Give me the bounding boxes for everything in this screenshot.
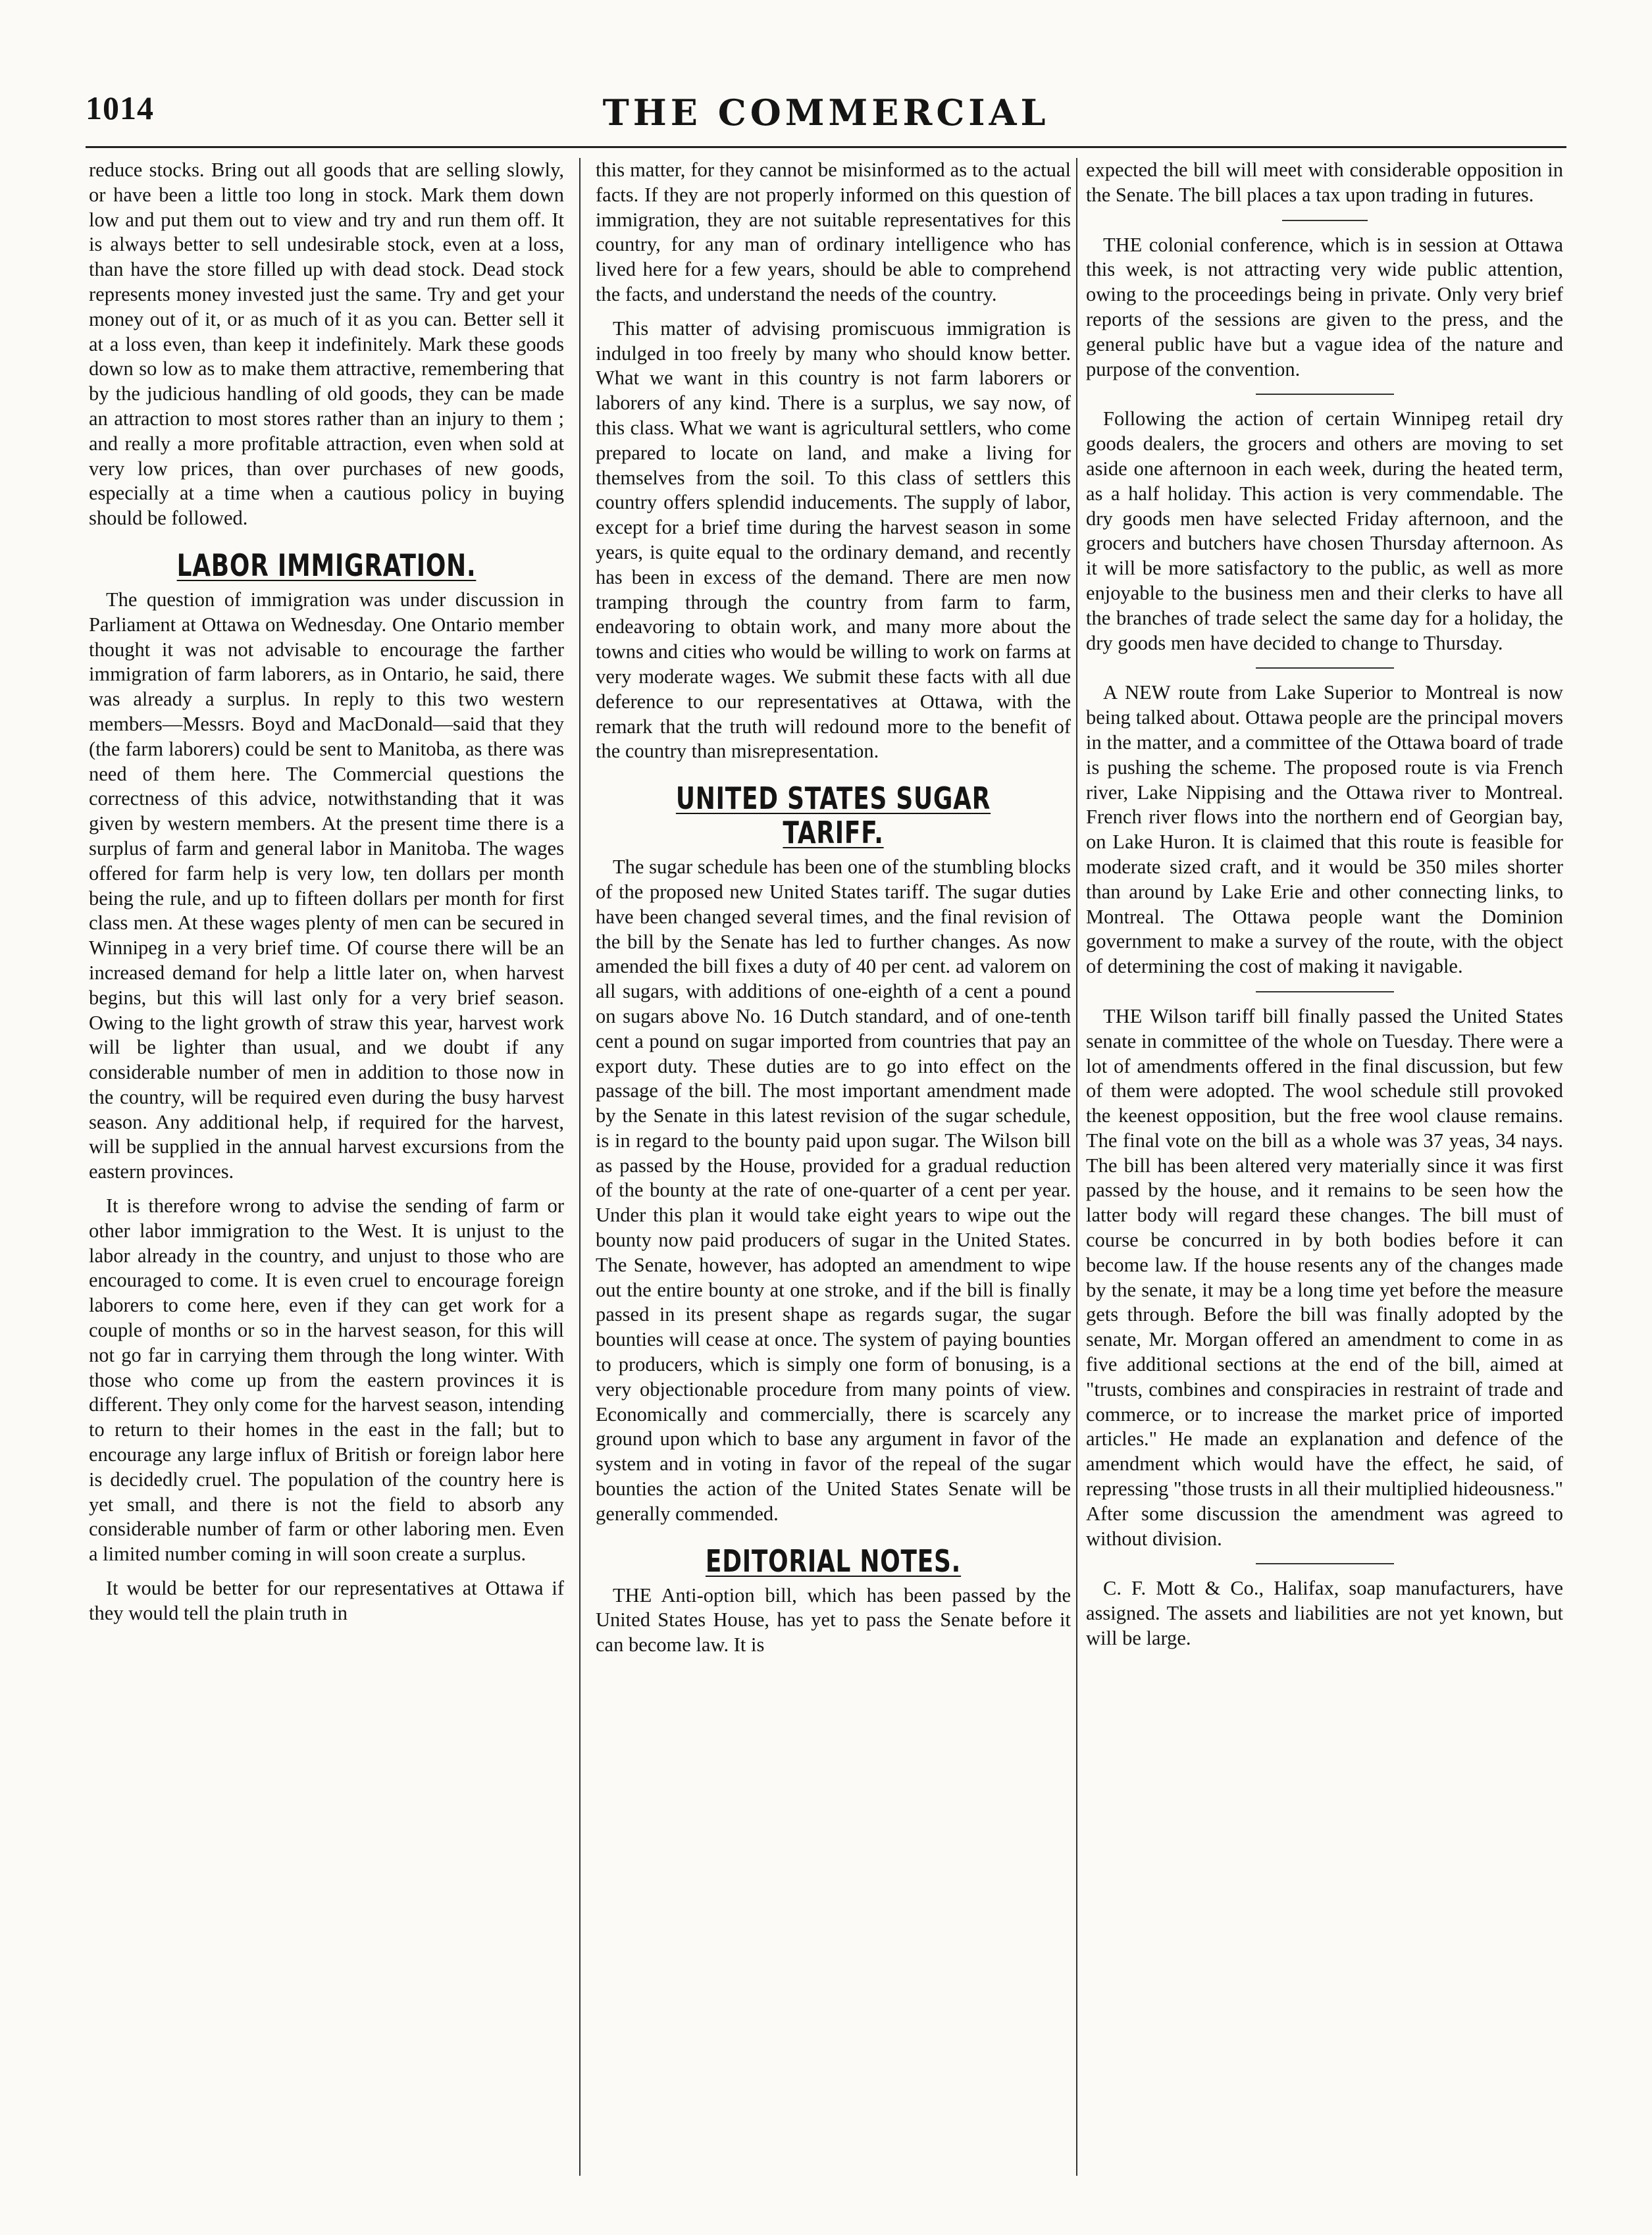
headline-editorial-notes: EDITORIAL NOTES. — [705, 1543, 962, 1579]
note-separator — [1282, 220, 1368, 221]
editorial-note-1: THE Anti-option bill, which has been passed by the United States House, has yet to pass the Senate before it can become law. It is — [596, 1583, 1071, 1657]
note-separator — [1256, 394, 1394, 395]
labor-paragraph-4: This matter of advising promiscuous immigration is indulged in too freely by many who should know better. What we want in this country is not farm laborers or laborers of any kind. There is a surplus, we say now, of this class. What we want is agricultural settlers, who come prepared to locate on land, and make a living for themselves from the soil. To this class of settlers this country offers splendid inducements. The supply of labor, except for a brief time during the harvest season in some years, is quite equal to the ordinary demand, and recently has been in excess of the demand. There are men now tramping through the country from farm to farm, endeavoring to obtain work, and many more about the towns and cities who would be willing to work on farms at very moderate wages. We submit these facts with all due deference to our representatives at Ottawa, with the remark that the truth will redound more to the benefit of the country than misrepresentation. — [596, 317, 1071, 763]
column-3 — [1086, 158, 1563, 2176]
headline-sugar-tariff: UNITED STATES SUGAR TARIFF. — [675, 781, 991, 851]
labor-paragraph-continued: this matter, for they cannot be misinformed as to the actual facts. If they are not properly informed on this question of immigration, they are not suitable representatives for this country, for any man of ordinary intelligence who has lived here for a few years, should be able to comprehend the facts, and understand the needs of the country. — [596, 159, 1071, 305]
column-divider-1 — [579, 158, 581, 2176]
editorial-note-6: C. F. Mott & Co., Halifax, soap manufacturers, have assigned. The assets and liabilities are not yet known, but will be large. — [1086, 1577, 1563, 1650]
headline-labor-immigration: LABOR IMMIGRATION. — [176, 547, 477, 583]
page-header — [86, 89, 1566, 135]
article-text-continued: reduce stocks. Bring out all goods that are selling slowly, or have been a little too long in stock. Mark them down low and put them out to view and try and run them off. It is always better to sell undesirable stock, even at a loss, than have the store filled up with dead stock. Dead stock represents money invested just the same. Try and get your money out of it, or as much of it as you can. Better sell it at a loss even, than keep it indefinitely. Mark these goods down so low as to make them attractive, remembering that by the judicious handling of old goods, they can be made an attraction to most stores rather than an injury to them ; and really a more profitable attraction, even when sold at very low prices, than over purchases of new goods, especially at a time when a cautious policy in buying should be followed. — [89, 159, 564, 530]
editorial-note-2: THE colonial conference, which is in session at Ottawa this week, is not attracting very wide public attention, owing to the proceedings being in private. Only very brief reports of the sessions are given to the press, and the general public have but a vague idea of the nature and purpose of the convention. — [1086, 233, 1563, 380]
editorial-note-5: THE Wilson tariff bill finally passed the United States senate in committee of the whole on Tuesday. There were a lot of amendments offered in the final discussion, but few of them were adopted. The wool schedule still provoked the keenest opposition, but the free wool clause remains. The final vote on the bill as a whole was 37 yeas, 34 nays. The bill has been altered very materially since it was first passed by the house, and it remains to be seen how the latter body will regard these changes. The bill must of course be concurred in by both bodies before it can become law. If the house resents any of the changes made by the senate, it may be a long time yet before the measure gets through. Before the bill was finally adopted by the senate, Mr. Morgan offered an amendment to come in as five additional sections at the end of the bill, aimed at "trusts, combines and conspiracies in restraint of trade and commerce, or to increase the market price of imported articles." He made an explanation and defence of the amendment which would have the effect, he said, of repressing "those trusts in all their multiplied hideousness." After some discussion the amendment was agreed to without division. — [1086, 1004, 1563, 1550]
labor-paragraph-1: The question of immigration was under discussion in Parliament at Ottawa on Wednesday. One Ontario member thought it was not advisable to encourage the farther immigration of farm laborers, as in Ontario, he said, there was already a surplus. In reply to this two western members—Messrs. Boyd and MacDonald—said that they (the farm laborers) could be sent to Manitoba, as there was need of them here. The Commercial questions the correctness of this advice, notwithstanding that it was given by western members. At the present time there is a surplus of farm and general labor in Manitoba. The wages offered for farm help is very low, ten dollars per month being the rule, and up to fifteen dollars per month for first class men. At these wages plenty of men can be secured in Winnipeg in a very brief time. Of course there will be an increased demand for help a little later on, when harvest begins, but this will last only for a very brief season. Owing to the light growth of straw this year, harvest work will be lighter than usual, and we doubt if any considerable number of men in addition to those now in the country, will be required even during the busy harvest season. Any additional help, if required for the harvest, will be supplied in the annual harvest excursions from the eastern provinces. — [89, 588, 564, 1183]
labor-paragraph-2: It is therefore wrong to advise the sending of farm or other labor immigration to the West. It is unjust to the labor already in the country, and unjust to those who are encouraged to come. It is even cruel to encourage foreign laborers to come here, even if they can get work for a couple of months or so in the harvest season, for this will not go far in carrying them through the long winter. With those who come up from the eastern provinces it is different. They only come for the harvest season, intending to return to their homes in the east in the fall; but to encourage any large influx of British or foreign labor here is decidedly cruel. The population of the country here is yet small, and there is not the field to absorb any considerable number of farm or other laboring men. Even a limited number coming in will soon create a surplus. — [89, 1195, 564, 1566]
note-separator — [1256, 667, 1394, 669]
editorial-note-3: Following the action of certain Winnipeg retail dry goods dealers, the grocers and others are moving to set aside one afternoon in each week, during the heated term, as a half holiday. This action is very commendable. The dry goods men have selected Friday afternoon, and the grocers and butchers have chosen Thursday afternoon. As it will be more satisfactory to the public, as well as more enjoyable to the business men and their clerks to have all the branches of trade select the same day for a holiday, the dry goods men have decided to change to Thursday. — [1086, 407, 1563, 654]
note-separator — [1256, 1563, 1394, 1564]
page-number: 1014 — [86, 90, 154, 126]
sugar-paragraph: The sugar schedule has been one of the stumbling blocks of the proposed new United States tariff. The sugar duties have been changed several times, and the final revision of the bill by the Senate has led to further changes. As now amended the bill fixes a duty of 40 per cent. ad valorem on all sugars, with additions of one-eighth of a cent a pound on sugars above No. 16 Dutch standard, and of one-tenth cent a pound on sugar imported from countries that pay an export duty. These duties are to go into effect on the passage of the bill. The most important amendment made by the Senate in this latest revision of the sugar schedule, is in regard to the bounty paid upon sugar. The Wilson bill as passed by the House, provided for a gradual reduction of the bounty at the rate of one-quarter of a cent per year. Under this plan it would take eight years to wipe out the bounty now paid producers of sugar in the United States. The Senate, however, has adopted an amendment to wipe out the entire bounty at one stroke, and if the bill is finally passed in its present shape as regards sugar, the sugar bounties will cease at once. The system of paying bounties to producers, which is simply one form of bonusing, is a very objectionable procedure from many points of view. Economically and commercially, there is scarcely any ground upon which to base any argument in favor of the system and in voting in favor of the repeal of the sugar bounties the action of the United States Senate will be generally commended. — [596, 856, 1071, 1525]
header-rule — [86, 146, 1566, 148]
editorial-note-4: A NEW route from Lake Superior to Montreal is now being talked about. Ottawa people are the principal movers in the matter, and a committee of the Ottawa board of trade is pushing the scheme. The proposed route is via French river, Lake Nippising and the Ottawa river to Montreal. French river flows into the northern end of Georgian bay, on Lake Huron. It is claimed that this route is feasible for moderate sized craft, and it would be 350 miles shorter than around by Lake Erie and other connecting links, to Montreal. The Ottawa people want the Dominion government to make a survey of the route, with the object of determining the cost of making it navigable. — [1086, 681, 1563, 978]
column-1 — [89, 158, 564, 2176]
note-separator — [1256, 991, 1394, 992]
column-divider-2 — [1076, 158, 1077, 2176]
masthead-title: THE COMMERCIAL — [602, 91, 1050, 134]
column-2 — [596, 158, 1071, 2176]
labor-paragraph-3: It would be better for our representatives at Ottawa if they would tell the plain truth in — [89, 1577, 564, 1624]
editorial-note-1-continued: expected the bill will meet with considerable opposition in the Senate. The bill places a tax upon trading in futures. — [1086, 159, 1563, 206]
